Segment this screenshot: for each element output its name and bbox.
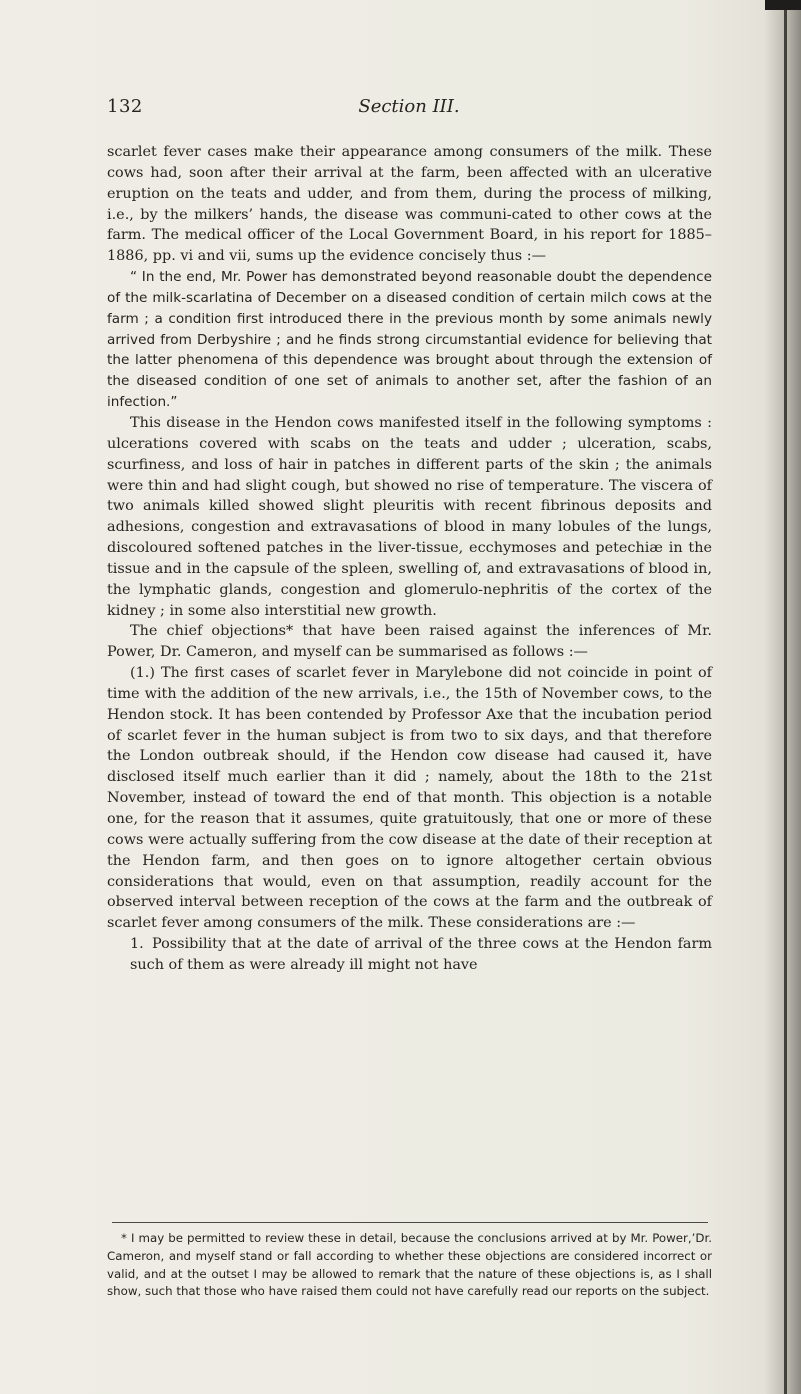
paragraph-4: (1.) The first cases of scarlet fever in Marylebone did not coincide in point of time with the addition of the new arrivals, i.e., the 15th of November cows, to the Hendon stock. It has been contended by Professor Axe that the incubation period of scarlet fever in the human subject is from two to six days, and that therefore the London outbreak should, if the Hendon cow disease had caused it, have disclosed itself much earlier than it did ; namely, about the 18th to the 21st November, instead of toward the end of that month. This objection is a notable one, for the reason that it assumes, quite gratuitously, that one or more of these cows were actually suffering from the cow disease at the date of their reception at the Hendon farm, and then goes on to ignore altogether certain obvious considerations that would, even on that assumption, readily account for the observed interval between reception of the cows at the farm and the outbreak of scarlet fever among consumers of the milk. These considerations are :— bbox=[107, 665, 712, 932]
binding-edge bbox=[784, 0, 787, 1394]
paragraph-3: The chief objections* that have been raised against the inferences of Mr. Power, Dr. Cameron, and myself can be summarised as follows :— bbox=[107, 623, 712, 661]
edge-top-mark bbox=[765, 0, 801, 10]
paragraph-1: scarlet fever cases make their appearance among consumers of the milk. These cows had, soon after their arrival at the farm, been affected with an ulcerative eruption on the teats and udder, and from them, during the process of milking, i.e., by the milkers’ hands, the disease was communi-cated to other cows at the farm. The medical officer of the Local Government Board, in his report for 1885–1886, pp. vi and vii, sums up the evidence concisely thus :— bbox=[107, 144, 712, 265]
page-edge-shadow bbox=[765, 0, 801, 1394]
block-quote: “ In the end, Mr. Power has demonstrated beyond reasonable doubt the dependence of the milk-scarlatina of December on a diseased condition of certain milch cows at the farm ; a condition first introduced there in the previous month by some animals newly arrived from Derbyshire ; and he finds strong circumstantial evidence for believing that the latter phenomena of this dependence was brought about through the extension of the diseased condition of one set of animals to another set, after the fashion of an infection.” bbox=[107, 269, 712, 411]
list-item-number: 1. bbox=[130, 936, 144, 953]
list-item-text: Possibility that at the date of arrival of the three cows at the Hendon farm such of them as were already ill might not have bbox=[130, 936, 712, 973]
footnote-rule bbox=[112, 1222, 708, 1223]
page-number: 132 bbox=[107, 96, 143, 117]
page-header bbox=[107, 96, 711, 124]
footnote bbox=[107, 1230, 712, 1301]
body-text bbox=[107, 142, 712, 976]
list-item bbox=[107, 934, 712, 976]
paragraph-2: This disease in the Hendon cows manifested itself in the following symptoms : ulcerations covered with scabs on the teats and udder ; ulceration, scabs, scurfiness, and loss of hair in patches in different parts of the skin ; the animals were thin and had slight cough, but showed no rise of temperature. The viscera of two animals killed showed slight pleuritis with recent fibrinous deposits and adhesions, congestion and extravasations of blood in many lobules of the lungs, discoloured softened patches in the liver-tissue, ecchymoses and petechiæ in the tissue and in the capsule of the spleen, swelling of, and extravasations of blood in, the lymphatic glands, congestion and glomerulo-nephritis of the cortex of the kidney ; in some also interstitial new growth. bbox=[107, 414, 712, 619]
running-head: Section III. bbox=[358, 96, 460, 117]
footnote-text: * I may be permitted to review these in detail, because the conclusions arrived at by Mr. Power,’Dr. Cameron, and myself stand or fall according to whether these objections are considered incorrect or valid, and at the outset I may be allowed to remark that the nature of these objections is, as I shall show, such that those who have raised them could not have carefully read our reports on the subject. bbox=[107, 1231, 712, 1299]
